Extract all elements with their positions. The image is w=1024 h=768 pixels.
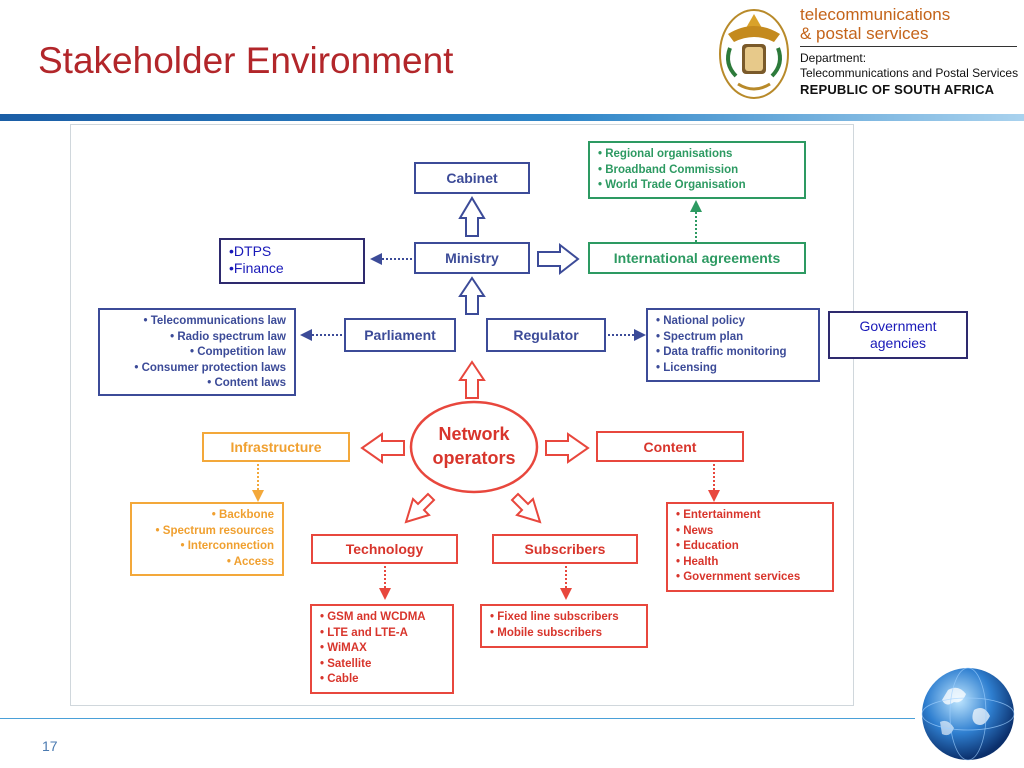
logo-dept-name: Telecommunications and Postal Services [800,66,1019,80]
ministry-bodies-box [219,238,365,284]
regulator-box: Regulator [486,318,606,352]
infrastructure-box: Infrastructure [202,432,350,462]
ministry-box: Ministry [414,242,530,274]
list-item: • Competition law [189,346,286,358]
globe-icon [918,664,1018,764]
list-item: • Backbone [211,509,274,521]
slide-title: Stakeholder Environment [38,40,454,81]
list-item: •Finance [229,260,284,276]
cabinet-box: Cabinet [414,162,530,194]
list-item: • LTE and LTE-A [320,626,408,639]
list-item: • Radio spectrum law [170,330,286,343]
logo-line-2: & postal services [800,24,929,43]
content-box: Content [596,431,744,462]
list-item: • Licensing [656,361,717,374]
list-item: • News [676,524,714,537]
list-item: • World Trade Organisation [598,179,746,191]
content-list [666,502,834,592]
list-item: • Regional organisations [598,148,733,160]
network-operators-label: Network operators [432,424,516,468]
list-item: • Spectrum plan [656,330,744,343]
list-item: • Data traffic monitoring [656,346,787,358]
footer-rule [0,718,915,719]
logo-country: REPUBLIC OF SOUTH AFRICA [800,82,995,97]
technology-list [310,604,454,694]
list-item: • Mobile subscribers [490,626,603,639]
parliament-list [98,308,296,396]
list-item: • Cable [320,673,359,685]
list-item: • Spectrum resources [155,524,274,537]
list-item: • Access [226,555,274,568]
logo-line-1: telecommunications [800,5,951,24]
list-item: • National policy [656,315,746,327]
list-item: • Fixed line subscribers [490,611,619,623]
list-item: •DTPS [229,243,272,259]
subscribers-box: Subscribers [492,534,638,564]
list-item: • Telecommunications law [143,315,286,327]
page-number: 17 [42,738,58,754]
infrastructure-list [130,502,284,576]
logo-dept-label: Department: [800,51,867,65]
international-list [588,141,806,199]
parliament-box: Parliament [344,318,456,352]
technology-box: Technology [311,534,458,564]
regulator-list [646,308,820,382]
list-item: • Entertainment [676,509,761,521]
list-item: • Interconnection [180,540,274,552]
list-item: • Health [676,555,719,568]
list-item: • WiMAX [320,642,367,654]
list-item: • Consumer protection laws [134,361,286,374]
subscribers-list [480,604,648,648]
list-item: • GSM and WCDMA [320,611,426,623]
government-agencies-box: Government agencies [828,311,968,359]
list-item: • Satellite [320,657,372,670]
list-item: • Content laws [207,377,286,389]
list-item: • Broadband Commission [598,163,739,176]
list-item: • Education [676,540,739,552]
list-item: • Government services [676,571,801,583]
international-agreements-box: International agreements [588,242,806,274]
